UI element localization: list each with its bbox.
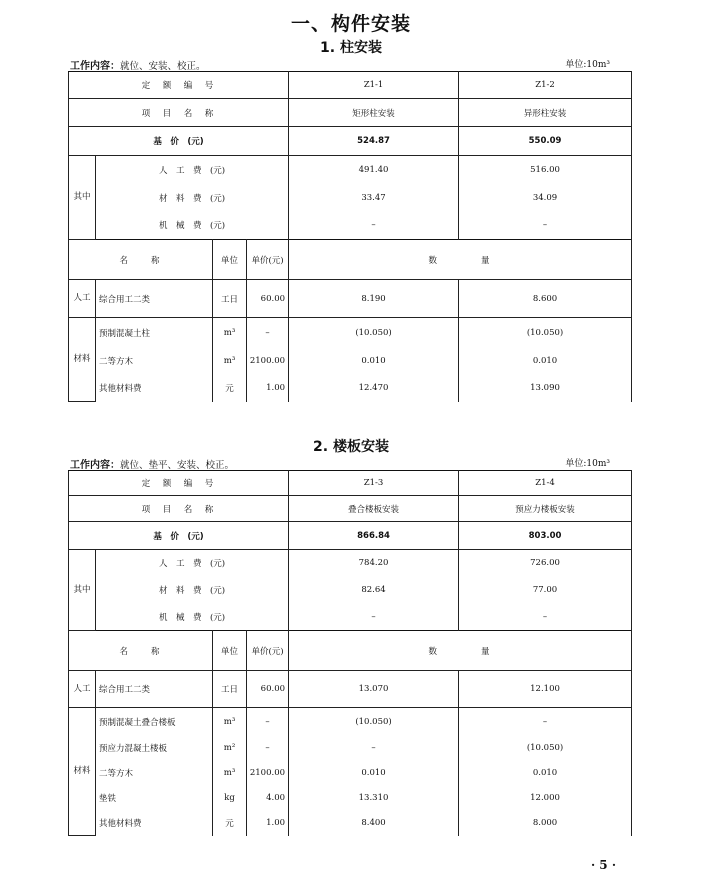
- resource-name: 预制混凝土柱: [96, 318, 213, 348]
- resource-name: 其他材料费: [96, 375, 213, 402]
- machine-cost: –: [289, 212, 459, 240]
- machine-cost-label: 机 械 费 (元): [96, 212, 289, 240]
- work-content-label: 工作内容：: [70, 460, 120, 471]
- item-name: 预应力楼板安装: [459, 496, 632, 522]
- material-cost: 33.47: [289, 184, 459, 212]
- resource-name: 二等方木: [96, 761, 213, 786]
- quota-table: [68, 470, 632, 836]
- resource-quantity: –: [459, 708, 632, 736]
- header-name: 名 称: [69, 631, 213, 671]
- resource-price: –: [247, 736, 289, 761]
- material-cost-label: 材 料 费 (元): [96, 577, 289, 604]
- item-name: 矩形柱安装: [289, 99, 459, 127]
- resource-quantity: (10.050): [289, 708, 459, 736]
- resource-name: 二等方木: [96, 348, 213, 375]
- machine-cost: –: [459, 604, 632, 631]
- labor-group-label: 人工: [69, 671, 96, 708]
- resource-quantity: (10.050): [289, 318, 459, 348]
- item-name: 叠合楼板安装: [289, 496, 459, 522]
- base-price-label: 基 价 (元): [69, 127, 289, 156]
- resource-quantity: 13.070: [289, 671, 459, 708]
- item-name-label: 项 目 名 称: [69, 99, 289, 127]
- work-content: [70, 456, 234, 471]
- base-price-label: 基 价 (元): [69, 522, 289, 550]
- labor-cost: 726.00: [459, 550, 632, 577]
- machine-cost: –: [289, 604, 459, 631]
- resource-name: 其他材料费: [96, 810, 213, 836]
- resource-quantity: –: [289, 736, 459, 761]
- unit-label: 单位:10m³: [565, 60, 610, 70]
- resource-unit: 元: [213, 375, 247, 402]
- labor-group-label: 人工: [69, 280, 96, 318]
- resource-unit: 工日: [213, 671, 247, 708]
- resource-price: 1.00: [247, 375, 289, 402]
- machine-cost: –: [459, 212, 632, 240]
- quota-code: Z1-3: [289, 471, 459, 496]
- base-price: 550.09: [459, 127, 632, 156]
- resource-price: 60.00: [247, 671, 289, 708]
- resource-quantity: (10.050): [459, 736, 632, 761]
- resource-quantity: 12.470: [289, 375, 459, 402]
- labor-cost: 516.00: [459, 156, 632, 184]
- work-content-text: 就位、垫平、安装、校正。: [120, 460, 235, 471]
- header-price: 单价(元): [247, 631, 289, 671]
- resource-quantity: 0.010: [459, 761, 632, 786]
- work-content: [70, 57, 206, 72]
- resource-quantity: 0.010: [289, 761, 459, 786]
- quota-number-label: 定 额 编 号: [69, 72, 289, 99]
- item-name-label: 项 目 名 称: [69, 496, 289, 522]
- resource-name: 预制混凝土叠合楼板: [96, 708, 213, 736]
- resource-name: 综合用工二类: [96, 671, 213, 708]
- resource-unit: 元: [213, 810, 247, 836]
- material-group-label: 材料: [69, 318, 96, 402]
- material-cost: 77.00: [459, 577, 632, 604]
- resource-price: 2100.00: [247, 348, 289, 375]
- resource-unit: kg: [213, 786, 247, 810]
- base-price: 524.87: [289, 127, 459, 156]
- resource-name: 垫铁: [96, 786, 213, 810]
- resource-price: 1.00: [247, 810, 289, 836]
- resource-quantity: 8.400: [289, 810, 459, 836]
- resource-price: 4.00: [247, 786, 289, 810]
- resource-quantity: 12.100: [459, 671, 632, 708]
- resource-price: –: [247, 318, 289, 348]
- resource-quantity: 12.000: [459, 786, 632, 810]
- quota-code: Z1-2: [459, 72, 632, 99]
- resource-name: 预应力混凝土楼板: [96, 736, 213, 761]
- resource-price: 60.00: [247, 280, 289, 318]
- material-cost: 34.09: [459, 184, 632, 212]
- base-price: 866.84: [289, 522, 459, 550]
- header-unit: 单位: [213, 631, 247, 671]
- unit-label: 单位:10m³: [565, 459, 610, 469]
- material-cost-label: 材 料 费 (元): [96, 184, 289, 212]
- labor-cost-label: 人 工 费 (元): [96, 550, 289, 577]
- labor-cost: 784.20: [289, 550, 459, 577]
- header-name: 名 称: [69, 240, 213, 280]
- work-content-label: 工作内容：: [70, 61, 120, 72]
- quota-code: Z1-1: [289, 72, 459, 99]
- header-quantity: 数 量: [289, 631, 632, 671]
- section-title: 2. 楼板安装: [313, 439, 389, 455]
- resource-unit: m³: [213, 761, 247, 786]
- material-group-label: 材料: [69, 708, 96, 836]
- resource-unit: m³: [213, 708, 247, 736]
- resource-quantity: 13.310: [289, 786, 459, 810]
- item-name: 异形柱安装: [459, 99, 632, 127]
- header-price: 单价(元): [247, 240, 289, 280]
- resource-quantity: 8.190: [289, 280, 459, 318]
- quota-table: [68, 71, 632, 402]
- resource-unit: m³: [213, 348, 247, 375]
- labor-cost: 491.40: [289, 156, 459, 184]
- resource-name: 综合用工二类: [96, 280, 213, 318]
- work-content-text: 就位、安装、校正。: [120, 61, 206, 72]
- header-unit: 单位: [213, 240, 247, 280]
- of-which-label: 其中: [69, 550, 96, 631]
- material-cost: 82.64: [289, 577, 459, 604]
- resource-price: 2100.00: [247, 761, 289, 786]
- resource-unit: m³: [213, 318, 247, 348]
- resource-quantity: 8.000: [459, 810, 632, 836]
- machine-cost-label: 机 械 费 (元): [96, 604, 289, 631]
- chapter-title: 一、构件安装: [290, 13, 411, 35]
- resource-quantity: 8.600: [459, 280, 632, 318]
- of-which-label: 其中: [69, 156, 96, 240]
- resource-quantity: 0.010: [289, 348, 459, 375]
- resource-unit: m²: [213, 736, 247, 761]
- base-price: 803.00: [459, 522, 632, 550]
- resource-quantity: 13.090: [459, 375, 632, 402]
- quota-code: Z1-4: [459, 471, 632, 496]
- page-number: · 5 ·: [590, 858, 616, 872]
- resource-price: –: [247, 708, 289, 736]
- resource-quantity: 0.010: [459, 348, 632, 375]
- resource-quantity: (10.050): [459, 318, 632, 348]
- header-quantity: 数 量: [289, 240, 632, 280]
- labor-cost-label: 人 工 费 (元): [96, 156, 289, 184]
- quota-number-label: 定 额 编 号: [69, 471, 289, 496]
- resource-unit: 工日: [213, 280, 247, 318]
- section-title: 1. 柱安装: [320, 40, 382, 56]
